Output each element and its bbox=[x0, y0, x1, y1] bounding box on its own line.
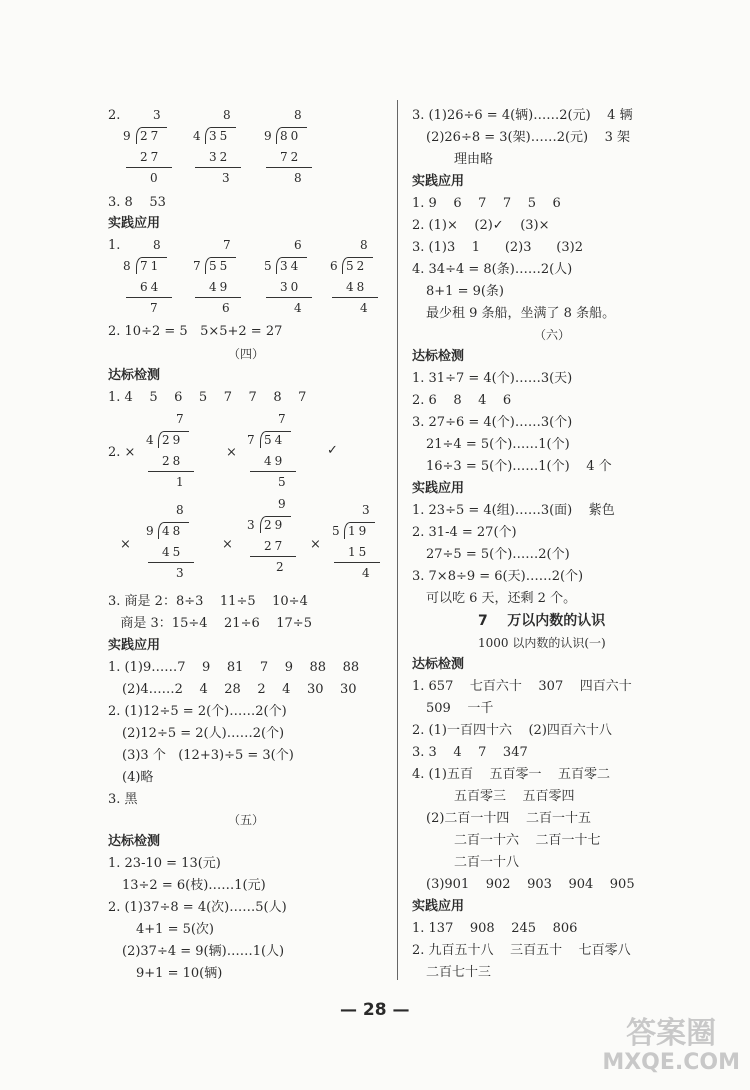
section-number: （四） bbox=[228, 347, 265, 361]
dividend: 34 bbox=[280, 259, 302, 273]
dividend: 29 bbox=[264, 518, 286, 532]
remainder: 2 bbox=[276, 560, 287, 574]
answer-line: 21÷4 = 5(个)……1(个) bbox=[426, 437, 570, 452]
dividend: 19 bbox=[348, 524, 370, 538]
watermark-url: MXQE.COM bbox=[602, 1050, 740, 1075]
section-heading: 实践应用 bbox=[412, 174, 465, 189]
divisor: 6 bbox=[330, 259, 341, 273]
item-2-label: 2. bbox=[108, 108, 121, 123]
divisor: 3 bbox=[247, 518, 258, 532]
divisor: 8 bbox=[123, 259, 134, 273]
quotient: 8 bbox=[176, 503, 187, 517]
answer-line: 4+1 = 5(次) bbox=[136, 922, 215, 937]
section-heading: 达标检测 bbox=[108, 368, 161, 383]
remainder: 5 bbox=[278, 475, 289, 489]
quotient: 8 bbox=[360, 238, 371, 252]
dividend: 48 bbox=[162, 524, 184, 538]
subsection-title: 1000 以内数的认识(一) bbox=[478, 636, 606, 650]
check-mark: ✓ bbox=[327, 443, 338, 458]
answer-line: 二百一十六 二百一十七 bbox=[454, 833, 601, 848]
answer-line: (3)901 902 903 904 905 bbox=[426, 877, 635, 892]
answer-line: 1. 31÷7 = 4(个)……3(天) bbox=[412, 371, 573, 386]
answer-line: 27÷5 = 5(个)……2(个) bbox=[426, 547, 570, 562]
answer-line: 2. (1)37÷8 = 4(次)……5(人) bbox=[108, 900, 287, 915]
answer-line: 1. (1)9……7 9 81 7 9 88 88 bbox=[108, 660, 360, 675]
section-heading: 实践应用 bbox=[412, 899, 465, 914]
division-line bbox=[126, 167, 172, 168]
quotient: 8 bbox=[294, 108, 305, 122]
answer-line: 2. 6 8 4 6 bbox=[412, 393, 512, 408]
dividend: 29 bbox=[162, 433, 184, 447]
answer-line: 3. 7×8÷9 = 6(天)……2(个) bbox=[412, 569, 584, 584]
quotient: 7 bbox=[278, 412, 289, 426]
quotient: 6 bbox=[294, 238, 305, 252]
quotient: 7 bbox=[223, 238, 234, 252]
divisor: 4 bbox=[146, 433, 157, 447]
wrong-mark: × bbox=[226, 445, 237, 460]
answer-line: 1. 137 908 245 806 bbox=[412, 921, 578, 936]
divisor: 7 bbox=[193, 259, 204, 273]
watermark-text: 答案圈 bbox=[626, 1016, 717, 1051]
quotient: 3 bbox=[153, 108, 164, 122]
answer-line: 2. 31-4 = 27(个) bbox=[412, 525, 517, 540]
remainder: 4 bbox=[294, 301, 305, 315]
divisor: 5 bbox=[264, 259, 275, 273]
product: 28 bbox=[162, 454, 184, 468]
answer-line: (2)二百一十四 二百一十五 bbox=[426, 811, 591, 826]
section-heading: 实践应用 bbox=[108, 216, 161, 231]
product: 49 bbox=[264, 454, 286, 468]
section-heading: 实践应用 bbox=[412, 481, 465, 496]
page-number: — 28 — bbox=[340, 1000, 410, 1020]
product: 64 bbox=[140, 280, 162, 294]
item-1-label: 1. bbox=[108, 238, 121, 253]
answer-line: 可以吃 6 天，还剩 2 个。 bbox=[426, 591, 577, 606]
dividend: 71 bbox=[140, 259, 162, 273]
division-line bbox=[126, 297, 172, 298]
answer-line: 8+1 = 9(条) bbox=[426, 284, 505, 299]
divisor: 9 bbox=[123, 129, 134, 143]
answer-line: 3. (1)26÷6 = 4(辆)……2(元) 4 辆 bbox=[412, 108, 633, 123]
division-line bbox=[148, 471, 194, 472]
section-heading: 实践应用 bbox=[108, 638, 161, 653]
product: 48 bbox=[346, 280, 368, 294]
answer-line: 2. (1)× (2)✓ (3)× bbox=[412, 218, 550, 233]
answer-line: 1. 657 七百六十 307 四百六十 bbox=[412, 679, 632, 694]
dividend: 35 bbox=[209, 129, 231, 143]
divisor: 4 bbox=[193, 129, 204, 143]
answer-line: (2)37÷4 = 9(辆)……1(人) bbox=[122, 944, 285, 959]
division-line bbox=[332, 297, 378, 298]
answer-line: 理由略 bbox=[454, 152, 494, 167]
answer-line: 3. 8 53 bbox=[108, 195, 166, 210]
divisor: 7 bbox=[247, 433, 258, 447]
answer-line: 2. (1)一百四十六 (2)四百六十八 bbox=[412, 723, 612, 738]
answer-line: (2)4……2 4 28 2 4 30 30 bbox=[122, 682, 357, 697]
wrong-mark: × bbox=[222, 537, 233, 552]
answer-line: 2. (1)12÷5 = 2(个)……2(个) bbox=[108, 704, 287, 719]
answer-line: 1. 4 5 6 5 7 7 8 7 bbox=[108, 390, 307, 405]
answer-line: (2)26÷8 = 3(架)……2(元) 3 架 bbox=[426, 130, 631, 145]
division-line bbox=[195, 297, 241, 298]
remainder: 4 bbox=[362, 566, 373, 580]
product: 45 bbox=[162, 545, 184, 559]
answer-line: 二百一十八 bbox=[454, 855, 520, 870]
division-line bbox=[148, 562, 194, 563]
chapter-title: 7 万以内数的认识 bbox=[478, 613, 606, 629]
dividend: 27 bbox=[140, 129, 162, 143]
answer-line: 2. 10÷2 = 5 5×5+2 = 27 bbox=[108, 324, 283, 339]
remainder: 3 bbox=[176, 566, 187, 580]
product: 72 bbox=[280, 150, 302, 164]
wrong-mark: × bbox=[120, 537, 131, 552]
answer-line: 3. 黑 bbox=[108, 792, 138, 807]
divisor: 9 bbox=[146, 524, 157, 538]
quotient: 8 bbox=[153, 238, 164, 252]
answer-line: 1. 9 6 7 7 5 6 bbox=[412, 196, 561, 211]
divisor: 5 bbox=[332, 524, 343, 538]
answer-line: 3. 商是 2：8÷3 11÷5 10÷4 bbox=[108, 594, 308, 609]
answer-line: 五百零三 五百零四 bbox=[454, 789, 575, 804]
remainder: 3 bbox=[222, 171, 233, 185]
remainder: 0 bbox=[150, 171, 161, 185]
product: 30 bbox=[280, 280, 302, 294]
quotient: 8 bbox=[223, 108, 234, 122]
answer-line: 二百七十三 bbox=[426, 965, 492, 980]
answer-line: (3)3 个 (12+3)÷5 = 3(个) bbox=[122, 748, 294, 763]
wrong-mark: × bbox=[310, 537, 321, 552]
section-heading: 达标检测 bbox=[412, 657, 465, 672]
product: 15 bbox=[348, 545, 370, 559]
answer-line: 3. (1)3 1 (2)3 (3)2 bbox=[412, 240, 583, 255]
answer-line: (2)12÷5 = 2(人)……2(个) bbox=[122, 726, 285, 741]
quotient: 7 bbox=[176, 412, 187, 426]
divisor: 9 bbox=[264, 129, 275, 143]
dividend: 80 bbox=[280, 129, 302, 143]
dividend: 52 bbox=[346, 259, 368, 273]
product: 27 bbox=[264, 539, 286, 553]
answer-line: 509 一千 bbox=[426, 701, 494, 716]
column-divider bbox=[397, 100, 398, 980]
section-number: （六） bbox=[534, 328, 571, 342]
answer-line: 1. 23÷5 = 4(组)……3(面) 紫色 bbox=[412, 503, 615, 518]
product: 27 bbox=[140, 150, 162, 164]
dividend: 54 bbox=[264, 433, 286, 447]
section-heading: 达标检测 bbox=[412, 349, 465, 364]
answer-line: 9+1 = 10(辆) bbox=[136, 966, 223, 981]
answer-line: 13÷2 = 6(枝)……1(元) bbox=[122, 878, 266, 893]
item-2-label: 2. × bbox=[108, 445, 136, 460]
division-line bbox=[266, 297, 312, 298]
watermark-logo bbox=[602, 1017, 740, 1075]
remainder: 6 bbox=[222, 301, 233, 315]
answer-line: 商是 3：15÷4 21÷6 17÷5 bbox=[108, 616, 312, 631]
answer-line: 2. 九百五十八 三百五十 七百零八 bbox=[412, 943, 631, 958]
answer-line: 3. 3 4 7 347 bbox=[412, 745, 528, 760]
answer-line: 4. 34÷4 = 8(条)……2(人) bbox=[412, 262, 573, 277]
division-line bbox=[250, 471, 296, 472]
answer-line: (4)略 bbox=[122, 770, 154, 785]
product: 32 bbox=[209, 150, 231, 164]
division-line bbox=[266, 167, 312, 168]
answer-line: 3. 27÷6 = 4(个)……3(个) bbox=[412, 415, 573, 430]
answer-line: 4. (1)五百 五百零一 五百零二 bbox=[412, 767, 611, 782]
division-line bbox=[250, 556, 296, 557]
remainder: 7 bbox=[150, 301, 161, 315]
section-heading: 达标检测 bbox=[108, 834, 161, 849]
quotient: 9 bbox=[278, 497, 289, 511]
quotient: 3 bbox=[362, 503, 373, 517]
remainder: 8 bbox=[294, 171, 305, 185]
division-line bbox=[195, 167, 241, 168]
remainder: 4 bbox=[360, 301, 371, 315]
section-number: （五） bbox=[228, 813, 265, 827]
division-line bbox=[334, 562, 380, 563]
answer-line: 16÷3 = 5(个)……1(个) 4 个 bbox=[426, 459, 612, 474]
answer-line: 1. 23-10 = 13(元) bbox=[108, 856, 221, 871]
dividend: 55 bbox=[209, 259, 231, 273]
product: 49 bbox=[209, 280, 231, 294]
remainder: 1 bbox=[176, 475, 187, 489]
answer-line: 最少租 9 条船，坐满了 8 条船。 bbox=[426, 306, 616, 321]
